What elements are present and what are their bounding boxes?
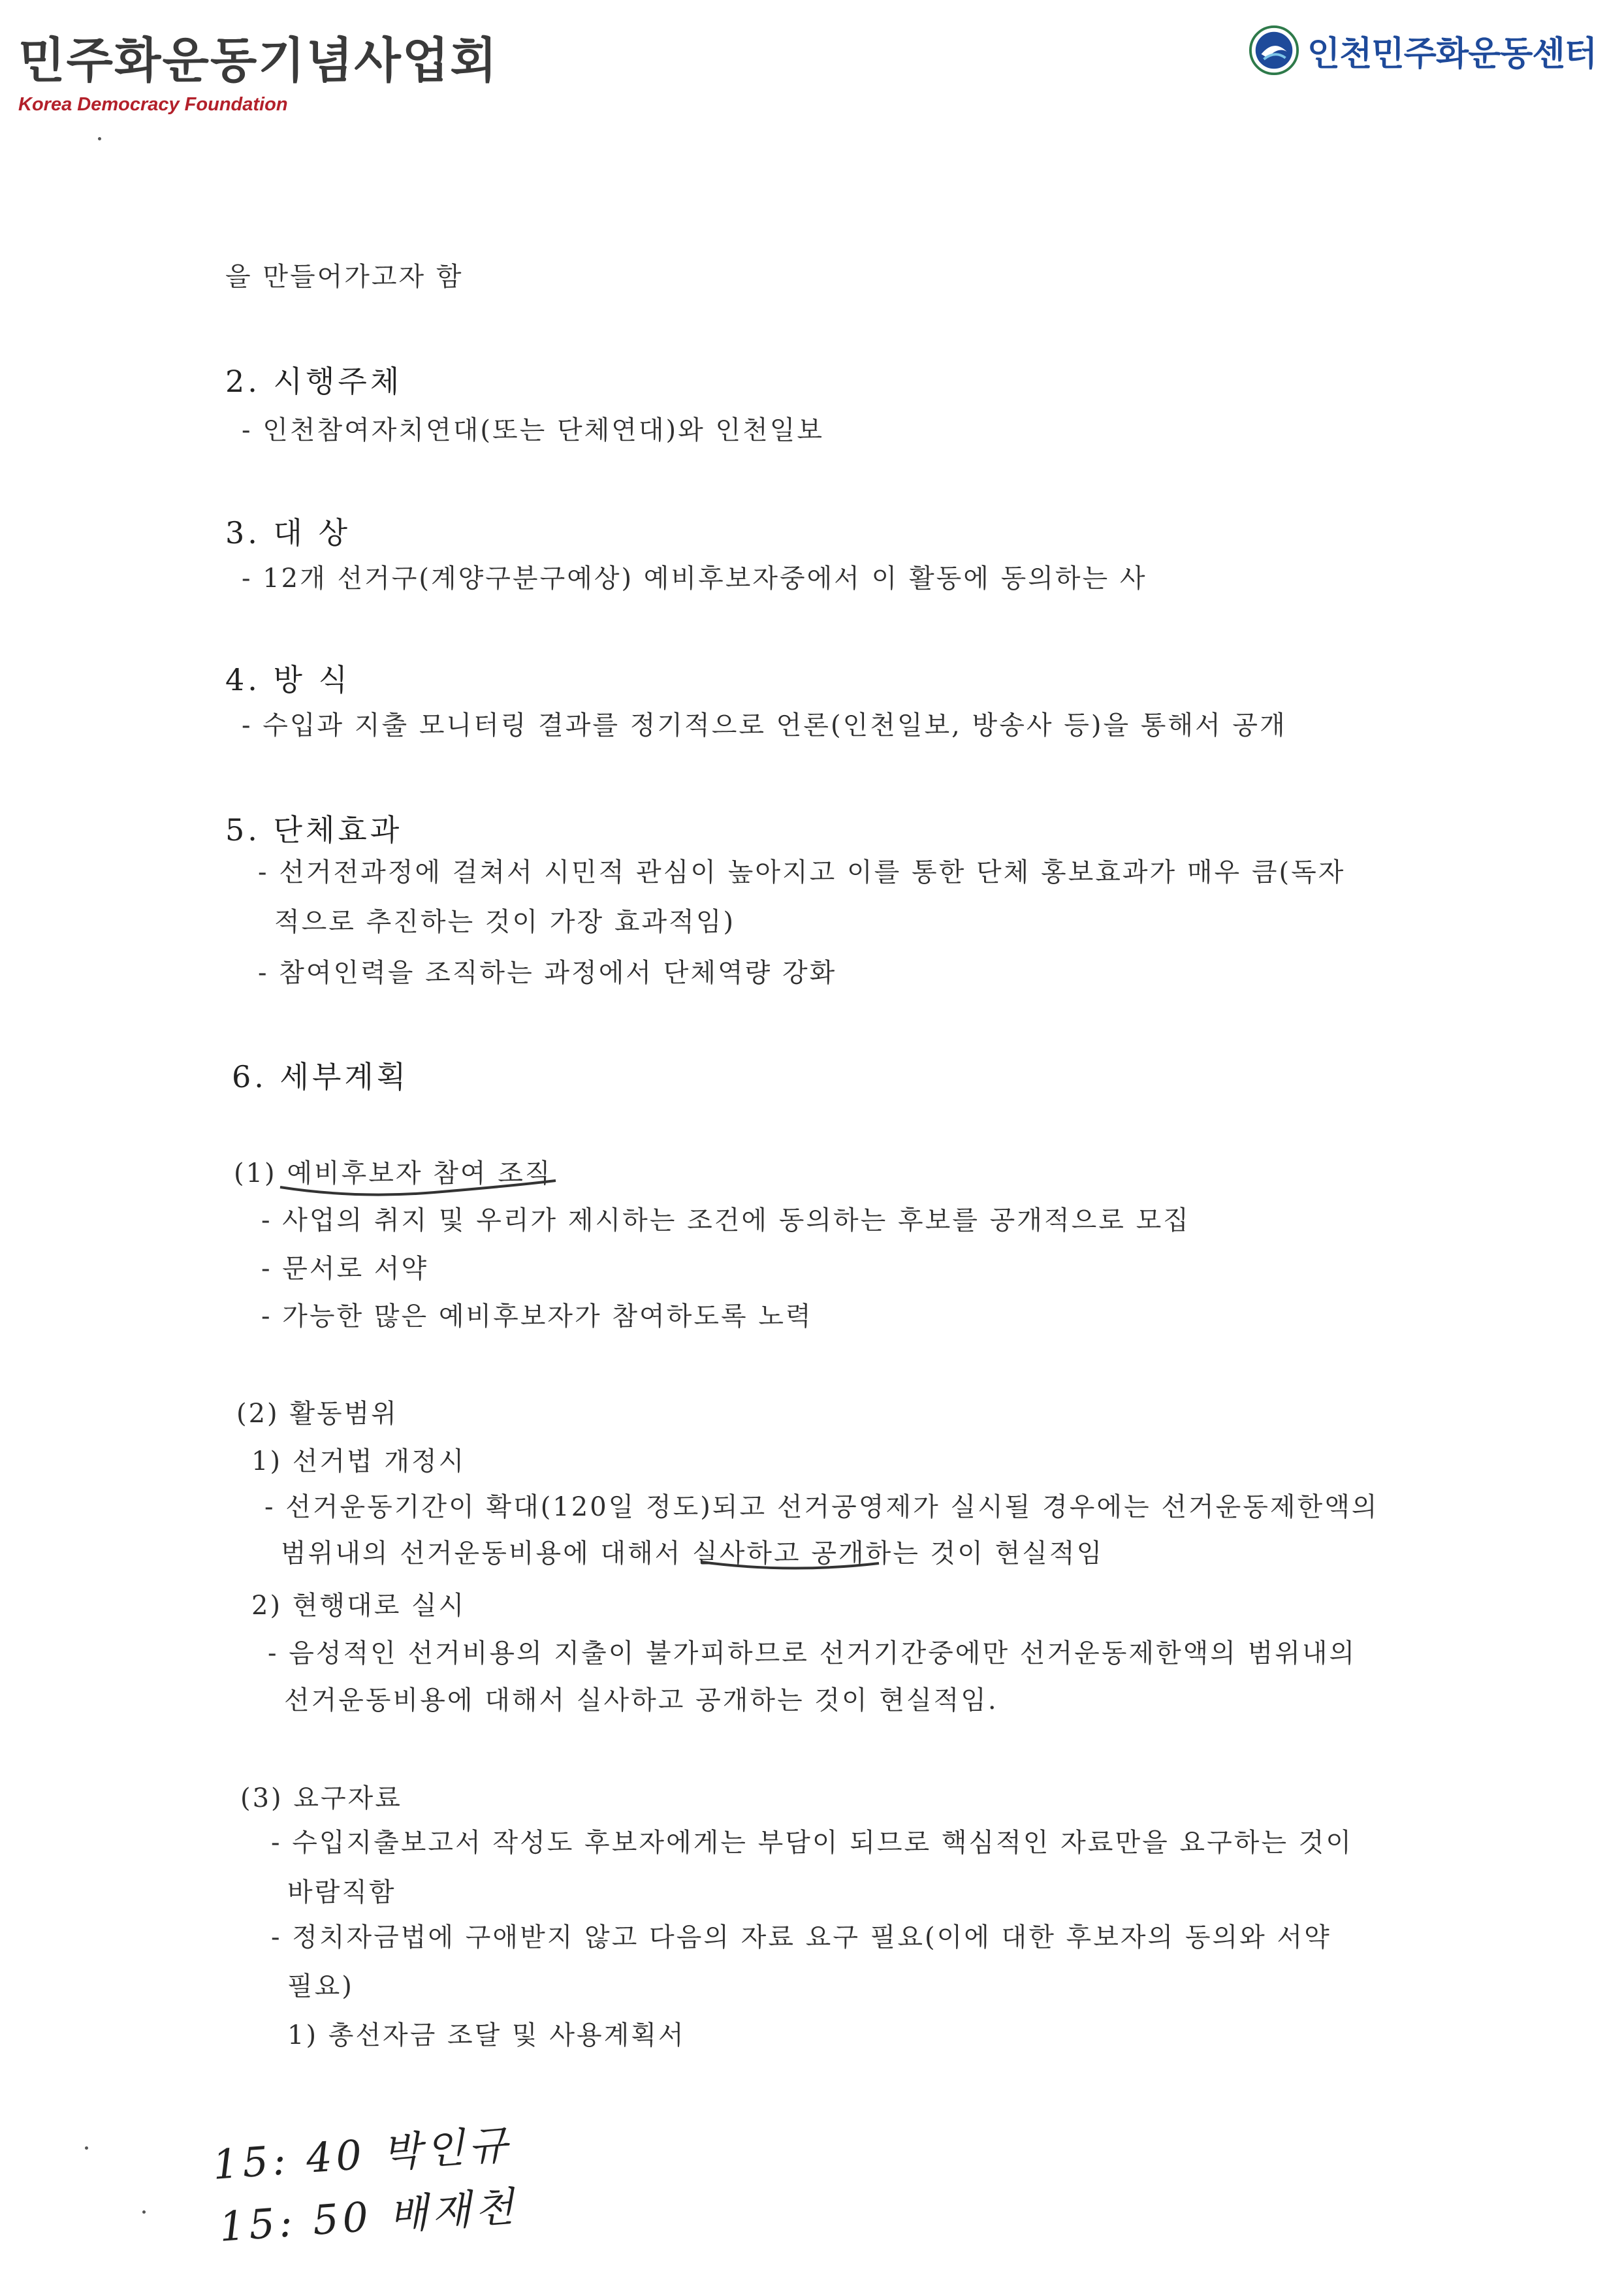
section-heading-3: 3. 대 상: [225, 515, 351, 550]
section-heading-4: 4. 방 식: [225, 662, 351, 697]
subsection-heading: (2) 활동범위: [236, 1399, 398, 1429]
section-heading-6: 6. 세부계획: [232, 1059, 409, 1094]
bullet-line: - 수입지출보고서 작성도 후보자에게는 부담이 되므로 핵심적인 자료만을 요구하는 것이: [271, 1828, 1353, 1858]
scan-speck: [142, 2210, 146, 2214]
bullet-continuation: 범위내의 선거운동비용에 대해서 실사하고 공개하는 것이 현실적임: [281, 1538, 1104, 1568]
subitem-heading: 2) 현행대로 실시: [251, 1591, 466, 1621]
handwritten-note: 15: 50 배재천: [217, 2182, 520, 2251]
bullet-line: - 인천참여자치연대(또는 단체연대)와 인천일보: [242, 415, 825, 445]
kdf-korean-name: 민주화운동기념사업회: [18, 33, 498, 89]
subitem-heading: 1) 총선자금 조달 및 사용계획서: [287, 2020, 686, 2050]
bullet-continuation: 필요): [287, 1971, 354, 2001]
bullet-line: - 참여인력을 조직하는 과정에서 단체역량 강화: [258, 958, 837, 988]
scan-speck: [85, 2146, 88, 2150]
bullet-line: - 사업의 취지 및 우리가 제시하는 조건에 동의하는 후보를 공개적으로 모집: [261, 1205, 1190, 1235]
section-heading-5: 5. 단체효과: [225, 812, 403, 848]
bullet-line: - 선거운동기간이 확대(120일 정도)되고 선거공영제가 실시될 경우에는 선거운동제한액의: [264, 1492, 1379, 1522]
kdf-logo: [18, 22, 498, 116]
bullet-continuation: 적으로 추진하는 것이 가장 효과적임): [274, 907, 736, 937]
bullet-line: - 문서로 서약: [261, 1254, 429, 1284]
bullet-line: - 음성적인 선거비용의 지출이 불가피하므로 선거기간중에만 선거운동제한액의 범위내의: [268, 1638, 1357, 1668]
handwritten-underline: [278, 1175, 558, 1202]
incheon-center-logo: [1249, 25, 1597, 76]
center-name: 인천민주화운동센터: [1307, 34, 1597, 74]
center-emblem-icon: [1249, 25, 1299, 76]
handwritten-underline: [699, 1555, 882, 1575]
subitem-heading: 1) 선거법 개정시: [251, 1446, 466, 1476]
scan-speck: [98, 137, 101, 140]
continuation-line: 을 만들어가고자 함: [225, 262, 464, 292]
bullet-line: - 수입과 지출 모니터링 결과를 정기적으로 언론(인천일보, 방송사 등)을 통해서 공개: [242, 710, 1287, 740]
bullet-line: - 12개 선거구(계양구분구예상) 예비후보자중에서 이 활동에 동의하는 사: [242, 564, 1147, 594]
bullet-continuation: 바람직함: [287, 1877, 396, 1907]
bullet-line: - 정치자금법에 구애받지 않고 다음의 자료 요구 필요(이에 대한 후보자의 동의와 서약: [271, 1922, 1331, 1952]
bullet-line: - 선거전과정에 걸쳐서 시민적 관심이 높아지고 이를 통한 단체 홍보효과가 매우 큼(독자: [258, 857, 1346, 887]
bullet-line: - 가능한 많은 예비후보자가 참여하도록 노력: [261, 1301, 813, 1331]
kdf-english-name: Korea Democracy Foundation: [18, 94, 288, 115]
bullet-continuation: 선거운동비용에 대해서 실사하고 공개하는 것이 현실적임.: [284, 1685, 998, 1715]
subsection-heading: (3) 요구자료: [240, 1783, 402, 1813]
handwritten-note: 15: 40 박인규: [211, 2120, 513, 2189]
section-heading-2: 2. 시행주체: [225, 364, 403, 399]
subsection-heading: (1) 예비후보자 참여 조직: [234, 1158, 552, 1188]
